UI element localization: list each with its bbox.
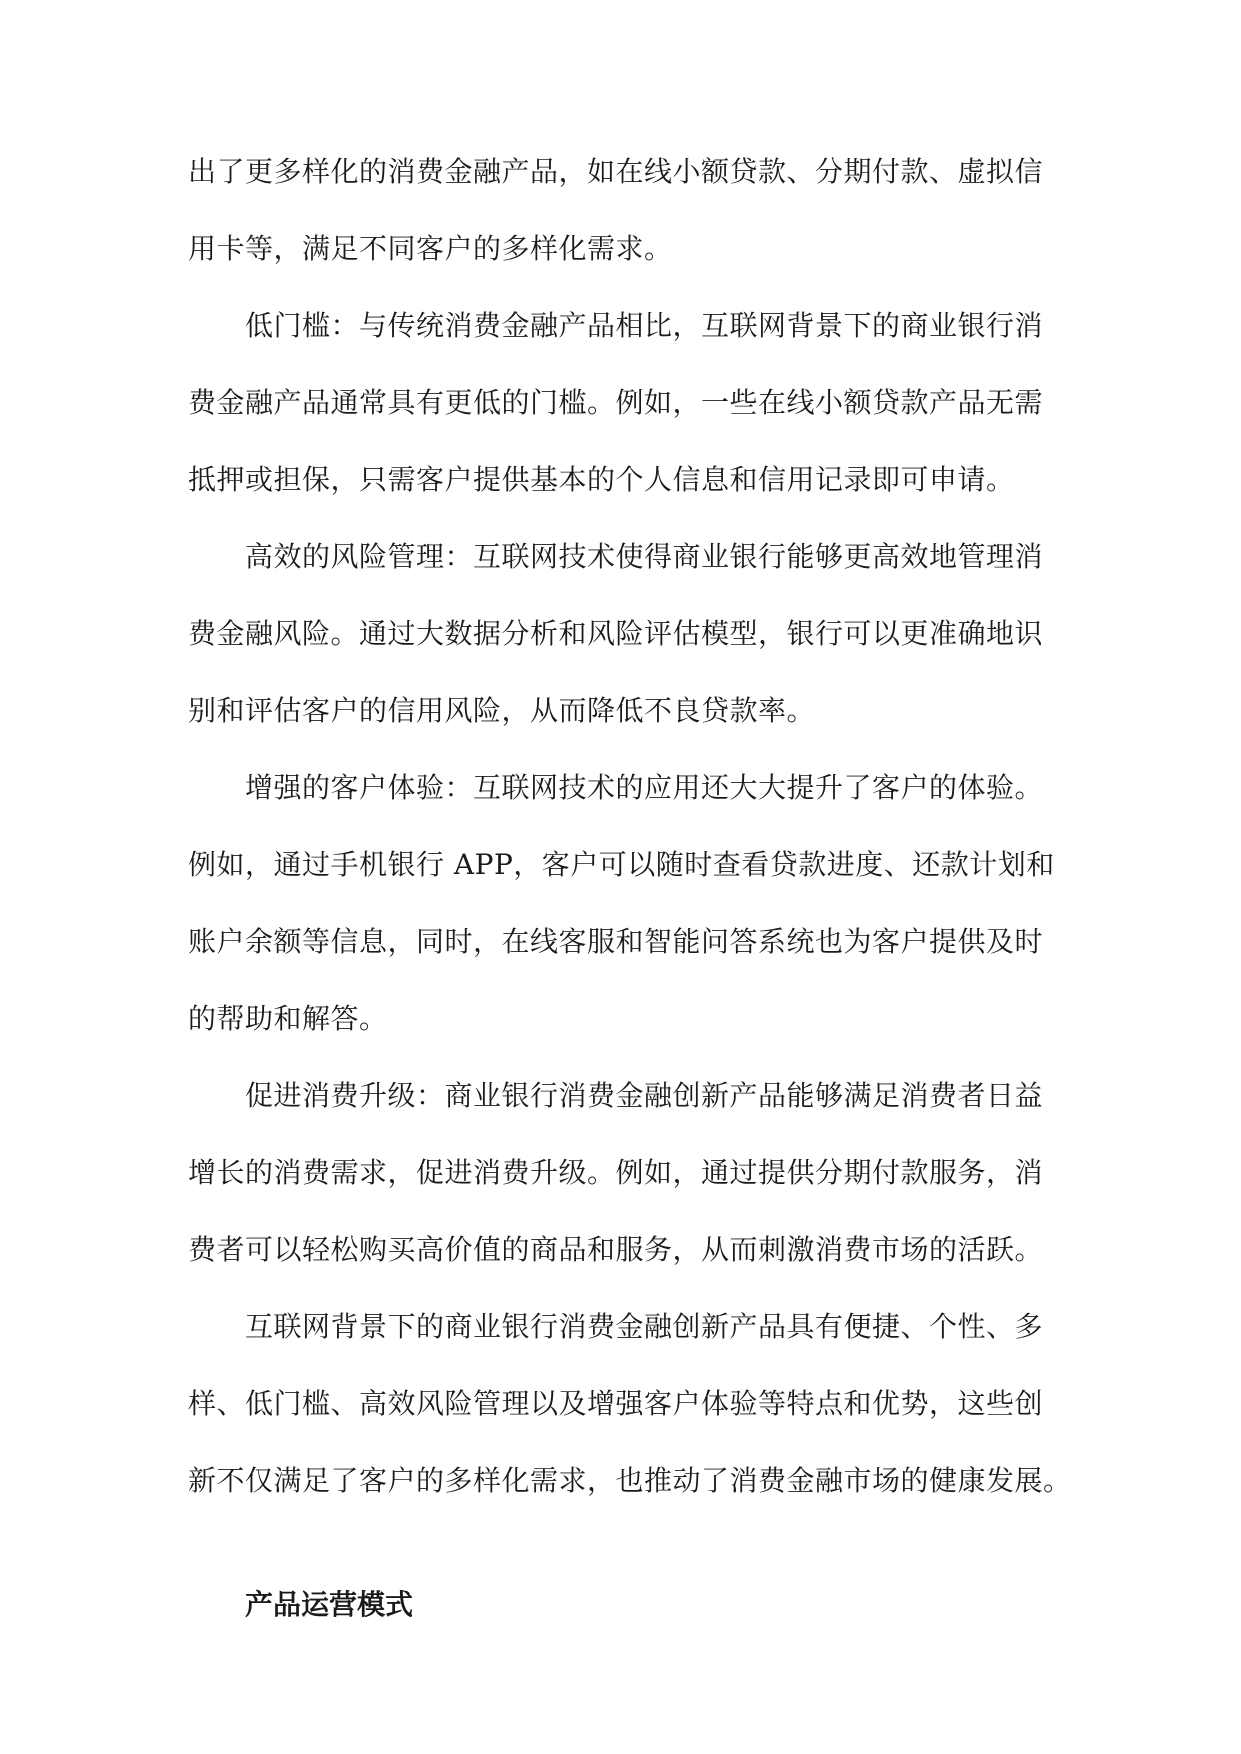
- paragraph-line: 促进消费升级：商业银行消费金融创新产品能够满足消费者日益: [245, 1079, 1044, 1112]
- paragraph-line: 例如，通过手机银行 APP，客户可以随时查看贷款进度、还款计划和: [188, 848, 1055, 881]
- paragraph-line: 抵押或担保，只需客户提供基本的个人信息和信用记录即可申请。: [188, 463, 1015, 496]
- paragraph-line: 费者可以轻松购买高价值的商品和服务，从而刺激消费市场的活跃。: [188, 1233, 1044, 1266]
- paragraph-line: 出了更多样化的消费金融产品，如在线小额贷款、分期付款、虚拟信: [188, 155, 1044, 188]
- paragraph-line: 增长的消费需求，促进消费升级。例如，通过提供分期付款服务，消: [188, 1156, 1044, 1189]
- paragraph-line: 账户余额等信息，同时，在线客服和智能问答系统也为客户提供及时: [188, 925, 1044, 958]
- paragraph-line: 低门槛：与传统消费金融产品相比，互联网背景下的商业银行消: [245, 309, 1044, 342]
- section-heading: 产品运营模式: [245, 1588, 414, 1621]
- paragraph-line: 费金融产品通常具有更低的门槛。例如，一些在线小额贷款产品无需: [188, 386, 1044, 419]
- paragraph-line: 样、低门槛、高效风险管理以及增强客户体验等特点和优势，这些创: [188, 1387, 1044, 1420]
- paragraph-line: 别和评估客户的信用风险，从而降低不良贷款率。: [188, 694, 816, 727]
- paragraph-line: 的帮助和解答。: [188, 1002, 388, 1035]
- paragraph-line: 新不仅满足了客户的多样化需求，也推动了消费金融市场的健康发展。: [188, 1464, 1072, 1497]
- paragraph-line: 用卡等，满足不同客户的多样化需求。: [188, 232, 673, 265]
- paragraph-line: 费金融风险。通过大数据分析和风险评估模型，银行可以更准确地识: [188, 617, 1044, 650]
- paragraph-line: 增强的客户体验：互联网技术的应用还大大提升了客户的体验。: [245, 771, 1044, 804]
- paragraph-line: 互联网背景下的商业银行消费金融创新产品具有便捷、个性、多: [245, 1310, 1044, 1343]
- paragraph-line: 高效的风险管理：互联网技术使得商业银行能够更高效地管理消: [245, 540, 1044, 573]
